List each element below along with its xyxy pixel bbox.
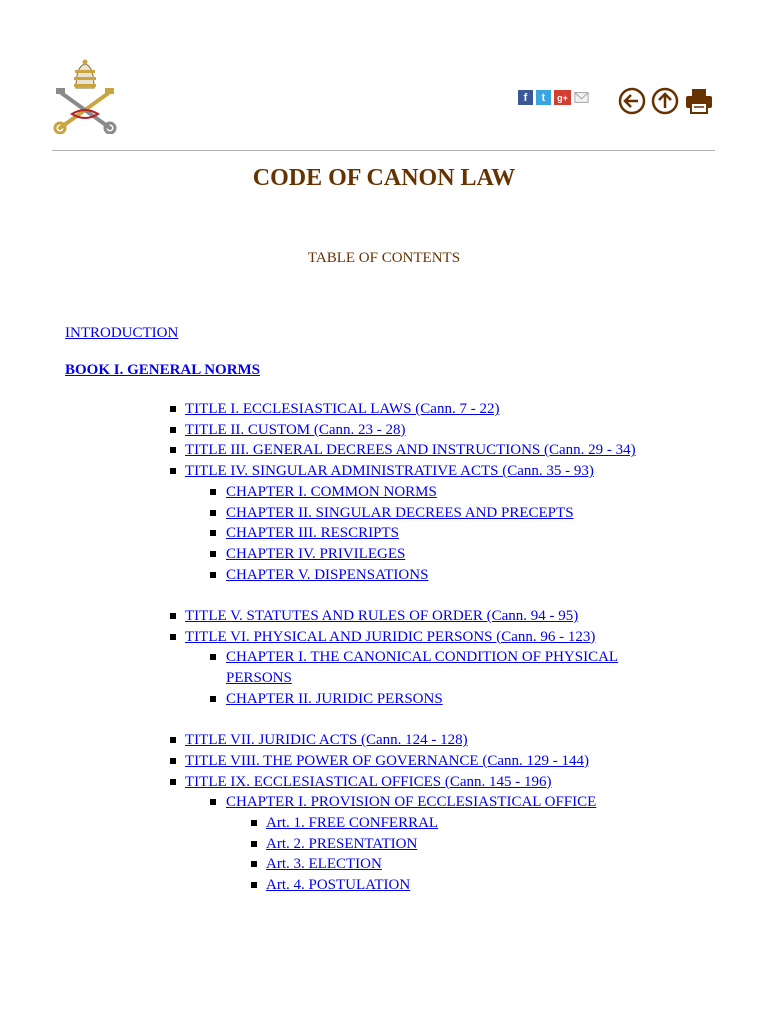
toc-item-level-1 xyxy=(0,606,768,626)
back-icon[interactable] xyxy=(618,87,646,115)
toc-item-level-1 xyxy=(0,399,768,419)
toc-item-level-2 xyxy=(0,503,768,523)
toc-link[interactable]: TITLE V. STATUTES AND RULES OF ORDER (Cann. 94 - 95) xyxy=(185,608,579,624)
toc-item-level-1 xyxy=(0,730,768,750)
bullet-icon xyxy=(210,799,216,805)
bullet-icon xyxy=(251,820,257,826)
link-book-1[interactable]: BOOK I. GENERAL NORMS xyxy=(65,362,261,378)
page-title: CODE OF CANON LAW xyxy=(252,165,516,191)
bullet-icon xyxy=(251,861,257,867)
toc-item-level-2 xyxy=(0,565,768,585)
bullet-icon xyxy=(210,489,216,495)
toc-link[interactable]: TITLE IV. SINGULAR ADMINISTRATIVE ACTS (Cann. 35 - 93) xyxy=(185,463,594,480)
papal-emblem-icon xyxy=(52,58,118,134)
page-nav-icons xyxy=(618,87,714,115)
bullet-icon xyxy=(170,406,176,412)
bullet-icon xyxy=(251,882,257,888)
mail-icon[interactable] xyxy=(574,90,589,105)
toc-link[interactable]: TITLE IX. ECCLESIASTICAL OFFICES (Cann. 145 - 196) xyxy=(185,773,552,790)
bullet-icon xyxy=(210,510,216,516)
bullet-icon xyxy=(210,696,216,702)
toc-link[interactable]: TITLE III. GENERAL DECREES AND INSTRUCTIONS (Cann. 29 - 34) xyxy=(185,442,636,459)
print-icon[interactable] xyxy=(684,87,714,115)
toc-link[interactable]: Art. 2. PRESENTATION xyxy=(266,835,418,852)
bullet-icon xyxy=(170,447,176,453)
toc-link[interactable]: CHAPTER I. PROVISION OF ECCLESIASTICAL OFFICE xyxy=(226,794,597,811)
toc-link[interactable]: CHAPTER III. RESCRIPTS xyxy=(226,525,399,542)
toc-item-level-1 xyxy=(0,772,768,792)
toc-link[interactable]: PERSONS xyxy=(226,670,292,687)
toc-item-level-1 xyxy=(0,751,768,771)
toc-item-level-1 xyxy=(0,440,768,460)
google-plus-icon[interactable]: g+ xyxy=(554,90,571,105)
social-share-bar xyxy=(518,90,589,105)
toc-link[interactable]: CHAPTER V. DISPENSATIONS xyxy=(226,566,429,583)
toc-item-level-3 xyxy=(0,813,768,833)
toc-item-level-2 xyxy=(0,689,768,709)
bullet-icon xyxy=(210,572,216,578)
facebook-icon[interactable]: f xyxy=(518,90,533,105)
bullet-icon xyxy=(210,654,216,660)
toc-link[interactable]: TITLE VIII. THE POWER OF GOVERNANCE (Cann. 129 - 144) xyxy=(185,752,589,769)
bullet-icon xyxy=(210,551,216,557)
bullet-icon xyxy=(210,530,216,536)
toc-item-level-3 xyxy=(0,834,768,854)
toc-item-level-1 xyxy=(0,627,768,647)
toc-link[interactable]: TITLE I. ECCLESIASTICAL LAWS (Cann. 7 - 22) xyxy=(185,401,500,417)
toc-link[interactable]: TITLE II. CUSTOM (Cann. 23 - 28) xyxy=(185,421,406,438)
toc-link[interactable]: CHAPTER II. JURIDIC PERSONS xyxy=(226,690,443,707)
header-divider xyxy=(52,150,715,151)
bullet-icon xyxy=(170,758,176,764)
bullet-icon xyxy=(251,841,257,847)
bullet-icon xyxy=(170,779,176,785)
page-header xyxy=(52,52,715,150)
link-introduction[interactable]: INTRODUCTION xyxy=(65,325,179,341)
toc-item-continuation xyxy=(0,668,768,688)
up-icon[interactable] xyxy=(651,87,679,115)
toc-item-level-3 xyxy=(0,854,768,874)
toc-link[interactable]: CHAPTER II. SINGULAR DECREES AND PRECEPTS xyxy=(226,504,574,521)
toc-item-level-2 xyxy=(0,544,768,564)
bullet-icon xyxy=(170,427,176,433)
toc-item-level-2 xyxy=(0,647,768,667)
toc-item-level-2 xyxy=(0,523,768,543)
toc-link[interactable]: Art. 4. POSTULATION xyxy=(266,877,411,894)
toc-item-level-1 xyxy=(0,461,768,481)
toc-link[interactable]: Art. 1. FREE CONFERRAL xyxy=(266,815,439,831)
toc-link[interactable]: CHAPTER I. COMMON NORMS xyxy=(226,483,437,500)
toc-item-level-3 xyxy=(0,875,768,895)
toc-heading: TABLE OF CONTENTS xyxy=(307,250,461,266)
toc-item-level-2 xyxy=(0,482,768,502)
bullet-icon xyxy=(170,737,176,743)
bullet-icon xyxy=(170,634,176,640)
toc-link[interactable]: CHAPTER IV. PRIVILEGES xyxy=(226,545,406,562)
toc-link[interactable]: Art. 3. ELECTION xyxy=(266,856,382,873)
toc-link[interactable]: CHAPTER I. THE CANONICAL CONDITION OF PHYSICAL xyxy=(226,649,619,666)
bullet-icon xyxy=(170,468,176,474)
toc-item-level-2 xyxy=(0,792,768,812)
bullet-icon xyxy=(170,613,176,619)
twitter-icon[interactable]: t xyxy=(536,90,551,105)
toc-item-level-1 xyxy=(0,420,768,440)
toc-link[interactable]: TITLE VII. JURIDIC ACTS (Cann. 124 - 128) xyxy=(185,732,468,749)
toc-link[interactable]: TITLE VI. PHYSICAL AND JURIDIC PERSONS (Cann. 96 - 123) xyxy=(185,628,596,645)
